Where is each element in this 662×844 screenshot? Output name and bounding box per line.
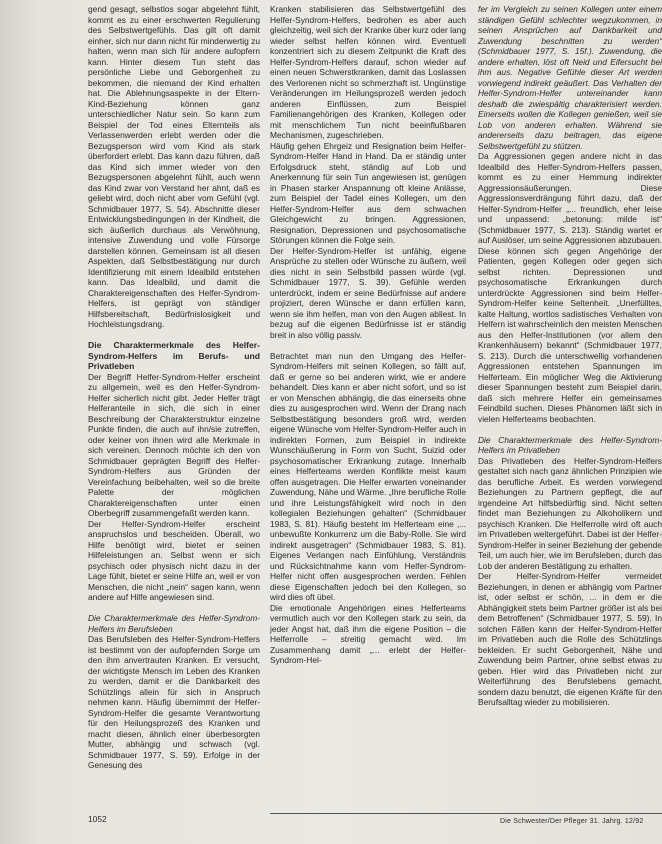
paragraph: Der Helfer-Syndrom-Helfer ist unfähig, eigene Ansprüche zu stellen oder Wünsche zu äußern, weil dies nicht in sein Selbstbild passen würde (vgl. Schmidbauer 1977, S. 39). Gefühle werden unterdrückt, indem er seine Bedürfnisse auf andere projiziert, deren Wünsche er dann erfüllen kann, wenn sie ihm helfen, man von den Augen abliest. In bezug auf die eigenen Bedürfnisse ist er ständig breit in also völlig passiv.: [270, 245, 466, 340]
paragraph: Kranken stabilisieren das Selbstwertgefühl des Helfer-Syndrom-Helfers, bedrohen es aber auch gleichzeitig, weil sich der Kranke über kurz oder lang wieder selbst helfen können wird. Eventuell konzentriert sich zu diesem Zeitpunkt die Kraft des Helfer-Syndrom-Helfers darauf, schon wieder auf einen neuen Schwerstkranken, damit das Loslassen des Verlorenen nicht so schmerzhaft ist. Ungünstige Veränderungen im Heilungsprozeß werden jedoch anderen Einflüssen, zum Beispiel Familienangehörigen des Kranken, Kollegen oder mit menschlichem Tun nicht beeinflußbaren Mechanismen, zugeschrieben.: [270, 4, 466, 140]
paragraph: Der Helfer-Syndrom-Helfer erscheint anspruchslos und bescheiden. Überall, wo Hilfe benötigt wird, bietet er seinen Hilfeleistungen an. Selbst wenn er sich psychisch oder physisch nicht dazu in der Lage fühlt, bietet er seine Hilfe an, weil er von Menschen, die nicht „nein“ sagen kann, wenn andere auf Hilfe angewiesen sind.: [88, 518, 260, 602]
paragraph: Der Begriff Helfer-Syndrom-Helfer erscheint zu allgemein, weil es den Helfer-Syndrom-Helfer sicherlich nicht gibt. Jeder Helfer trägt Helferanteile in sich, die sich in einer Beschreibung der Charakterstruktur einzelne Punkte finden, die auch auf ihn/sie zutreffen, oder keiner von ihnen wird alle Merkmale in sich vereinen. Dennoch möchte ich den von Schmidbauer geprägten Begriff des Helfer-Syndrom-Helfers aus Gründen der Vereinfachung beibehalten, weil so die breite Palette der möglichen Charaktereigenschaften unter einen Oberbegriff zusammengefaßt werden kann.: [88, 371, 260, 518]
text-column-middle: [270, 4, 466, 666]
paragraph: Betrachtet man nun den Umgang des Helfer-Syndrom-Helfers mit seinen Kollegen, so fällt auf, daß er gerne so bei anderen wirkt, wie er andere behandelt. Dies kann er aber nicht sofort, und so ist er von Menschen abhängig, die das einerseits ohne dies zu ausgesprochen wird. Wenn der Drang nach Selbstbestätigung besonders groß wird, werden eigene Wünsche vom Helfer-Syndrom-Helfer auch in indirekten Formen, zum Beispiel in indirekte Wunschäußerung in Form von Sucht, Suizid oder psychosomatischer Erkrankung zutage. Innerhalb eines Helferteams werden Konflikte meist kaum offen ausgetragen. Die Helfer erwarten voneinander Zuwendung, Nähe und Wärme. „Ihre berufliche Rolle und ihre Leistungsfähigkeit wird noch in den kollegialen Beziehungen gehalten“ (Schmidbauer 1983, S. 81). Häufig besteht im Helferteam eine ‚... unbewußte Konkurrenz um die Baby-Rolle. Sie wird indirekt ausgetragen“ (Schmidbauer 1983, S. 81). Eigenes Verlangen nach Einfühlung, Verständnis und Rücksichtnahme kann vom Helfer-Syndrom-Helfer nicht offen ausgesprochen werden. Fehlen diese Eigenschaften jedoch bei den Kollegen, so wird dies oft übel.: [270, 350, 466, 602]
paragraph: Das Berufsleben des Helfer-Syndrom-Helfers ist bestimmt von der aufopfernden Sorge um den ihm anvertrauten Kranken. Er versucht, der wichtigste Mensch im Leben des Kranken zu werden, damit er die Dankbarkeit des Schützlings allein für sich in Anspruch nehmen kann. Häufig übernimmt der Helfer-Syndrom-Helfer die gesamte Verantwortung für den Heilungsprozeß des Kranken und macht diesen, ähnlich einer überbesorgten Mutter, abhängig und schwach (vgl. Schmidbauer 1977, S. 59). Erfolge in der Genesung des: [88, 634, 260, 770]
paragraph: Die emotionale Angehörigen eines Helferteams vermutlich auch vor den Kollegen stark zu sein, da jeder Angst hat, daß ihm die eigene Position – die Helferrolle – streitig gemacht wird. Im Zusammenhang damit „... erlebt der Helfer-Syndrom-Hel-: [270, 602, 466, 665]
text-column-right: [478, 4, 662, 708]
text-column-left: [88, 4, 260, 771]
paragraph: gend gesagt, selbstlos sogar abgelehnt fühlt, kommt es zu einer erschwerten Regulierung des Selbstwertgefühls. Das gilt oft damit einher, sich nur dann nicht für minderwertig zu halten, wenn man sich für andere aufopfern kann. Hinter diesem Tun steht das persönliche Liebe und Geborgenheit zu bekommen, die niemand der Kind erhalten hat. Die Ablehnungsaspekte in der Eltern-Kind-Beziehung können ganz unterschiedlicher Natur sein. So kann zum Beispiel der Tod eines Elternteils als Verlassenwerden erlebt werden oder die Bezugsperson wird vom Kind als stark überfordert erlebt. Das kann dazu führen, daß das Kind sich immer wieder von den Bezugspersonen abgelehnt fühlt, auch wenn das Kind zwar von Verstand her ahnt, daß es geliebt wird, doch nicht aber vom Gefühl (vgl. Schmidbauer 1977, S. 54). Abschnitte dieser Entwicklungsbedingungen in der Kindheit, die sich äußerlich durchaus als Verwöhnung, intensive Zuwendung und volle Fürsorge darstellen können. Gemeinsam ist all diesen Aspekten, daß Selbstbestätigung nur durch Identifizierung mit einem Idealbild entstehen kann. Das Idealbild, und damit die Charaktereigenschaften des Helfer-Syndrom-Helfers, ist geprägt von ständiger Hilfsbereitschaft, Bedürfnislosigkeit und Hochleistungsdrang.: [88, 4, 260, 329]
paragraph: Der Helfer-Syndrom-Helfer vermeidet Beziehungen, in denen er abhängig vom Partner ist, oder selbst er schön, ... in dem er die Abhängigkeit stets beim Partner größer ist als bei dem Betroffenen“ (Schmidbauer 1977, S. 59). In solchen Fällen kann der Helfer-Syndrom-Helfer im Privatleben auch die Rolle des Schützlings bekleiden. Er sucht Geborgenheit, Nähe und Zuwendung beim Partner, ohne selbst etwas zu geben. Hier wird das Privatleben nicht zur Weiterführung des Berufslebens gemacht, sondern dazu benutzt, die eigenen Kräfte für den Berufsalltag wieder zu mobilisieren.: [478, 571, 662, 707]
journal-footer: Die Schwester/Der Pfleger 31. Jahrg. 12/92: [500, 818, 644, 825]
subsection-heading: Die Charaktermerkmale des Helfer-Syndrom-Helfers im Berufsleben: [88, 613, 260, 634]
paragraph: fer im Vergleich zu seinen Kollegen unter einem ständigen Gefühl schlechter wegzukommen, in seinen Ansprüchen auf Dankbarkeit und Zuwendung beschnitten zu werden“ (Schmidbauer 1977, S. 15f.). Zuwendung, die andere erhalten, löst oft Neid und Eifersucht bei ihm aus. Negative Gefühle dieser Art werden vorwiegend indirekt geäußert. Das Verhalten der Helfer-Syndrom-Helfer untereinander kann deshalb die zwiespältig charakterisiert werden. Einerseits wollen die Kollegen genießen, weil sie Lob von anderen erhalten. Während sie andererseits dazu beitragen, das eigene Selbstwertgefühl zu stützen.: [478, 4, 662, 151]
footer-rule: [270, 813, 662, 814]
paragraph: Häufig gehen Ehrgeiz und Resignation beim Helfer-Syndrom-Helfer Hand in Hand. Da er ständig unter Erfolgsdruck steht, ständig auf Lob und Anerkennung für sein Tun angewiesen ist, genügen in Phasen starker Anspannung oft kleine Anlässe, zum Beispiel der Tadel eines Kollegen, um den Helfer-Syndrom-Helfer aus dem schwachen Gleichgewicht zu bringen. Aggressionen, Resignation, Depressionen und psychosomatische Störungen können die Folge sein.: [270, 140, 466, 245]
page-number: 1052: [88, 814, 107, 824]
paragraph: Da Aggressionen gegen andere nicht in das Idealbild des Helfer-Syndrom-Helfers passen, kommt es zu einer Hemmung indirekter Aggressionsäußerungen. Diese Aggressionsverdrängung führt dazu, daß der Helfer-Syndrom-Helfer „... freundlich, eher leise und unpassend: „betonung: milde ist“ (Schmidbauer 1977, S. 213). Ständig wartet er auf Auslöser, um seine Aggressionen abzubauen. Diese können sich gegen Angehörige der Patienten, gegen Kollegen oder gegen sich selbst richten. Depressionen und psychosomatische Erkrankungen durch unterdrückte Aggressionen sind beim Helfer-Syndrom-Helfer keine Seltenheit. „Unerfülltes, kalte Haltung, wortlos sadistisches Verhalten von Helfern ist wahrscheinlich den meisten Menschen aus den Helfer-Institutionen (vor allem den Krankenhäusern) bekannt“ (Schmidbauer 1977, S. 213). Durch die unterschwellig vorhandenen Aggressionen entstehen Spannungen im Helferteam. Ein möglicher Weg die Aktivierung dieser Spannungen besteht zum Beispiel darin, daß sich mehrere Helfer ein gemeinsames Feindbild suchen. Dieses Phänomen läßt sich in vielen Helferteams beobachten.: [478, 151, 662, 424]
subsection-heading: Die Charaktermerkmale des Helfer-Syndrom-Helfers im Privatleben: [478, 434, 662, 455]
paragraph: Das Privatleben des Helfer-Syndrom-Helfers gestaltet sich nach ganz ähnlichen Prinzipien wie das berufliche Arbeit. Es werden vorwiegend Beziehungen zu Partnern gepflegt, die auf irgendeine Art hilfsbedürftig sind. Nicht selten findet man Beziehungen zu Alkoholikern und psychisch Kranken. Die Helferrolle wird oft auch im Privatleben weitergeführt. Dabei ist der Helfer-Syndrom-Helfer in seiner Beziehung der gebende Teil, um auch hier, wie im Berufsleben, durch das Lob der anderen Bestätigung zu erhalten.: [478, 455, 662, 571]
section-heading: Die Charaktermerkmale des Helfer-Syndrom-Helfers im Berufs- und Privatleben: [88, 340, 260, 371]
